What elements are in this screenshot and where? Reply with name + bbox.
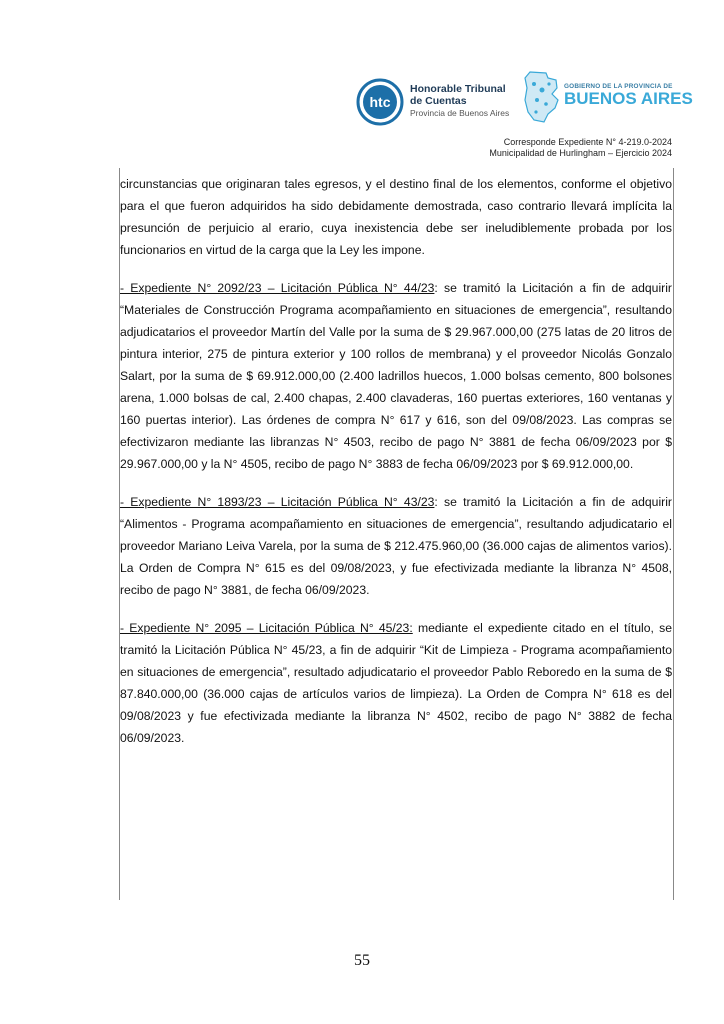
expediente-reference	[489, 137, 672, 159]
ba-logo-big: BUENOS AIRES	[564, 89, 693, 108]
htc-logo-text: htc	[369, 94, 391, 110]
buenos-aires-logo-text	[564, 83, 693, 107]
paragraph-intro: circunstancias que originaran tales egresos, y el destino final de los elementos, conforme el objetivo para el que fueron adquiridos ha sido debidamente demostrada, caso contrario llevará implícita la presunción de perjuicio al erario, cuya inexistencia debe ser ineludiblemente probada por los funcionarios en virtud de la carga que la Ley les impone.	[120, 177, 672, 257]
page-frame-right	[673, 168, 674, 900]
reference-line2: Municipalidad de Hurlingham – Ejercicio 2024	[489, 148, 672, 158]
htc-name-line3: Provincia de Buenos Aires	[410, 108, 510, 118]
ba-logo-small: GOBIERNO DE LA PROVINCIA DE	[564, 83, 673, 90]
page-header	[356, 68, 693, 128]
page-content	[120, 173, 672, 765]
htc-name-line2: de Cuentas	[410, 95, 467, 107]
expediente-2092-title: - Expediente N° 2092/23 – Licitación Pública N° 44/23	[120, 281, 435, 295]
reference-line1: Corresponde Expediente N° 4-219.0-2024	[503, 137, 672, 147]
page-number: 55	[354, 952, 370, 969]
expediente-2095-text: mediante el expediente citado en el título, se tramitó la Licitación Pública N° 45/23, a fin de adquirir “Kit de Limpieza - Programa acompañamiento en situaciones de emergencia”, resultado adjudicatario el proveedor Pablo Reboredo en la suma de $ 87.840.000,00 (36.000 cajas de artículos varios de limpieza). La Orden de Compra N° 618 es del 09/08/2023 y fue efectivizada mediante la libranza N° 4502, recibo de pago N° 3882 de fecha 06/09/2023.	[120, 621, 673, 745]
htc-name	[410, 83, 509, 119]
expediente-2092-text: : se tramitó la Licitación a fin de adquirir “Materiales de Construcción Programa acompañamiento en situaciones de emergencia”, resultando adjudicatarios el proveedor Martín del Valle por la suma de $ 29.967.000,00 (275 latas de 20 litros de pintura interior, 275 de pintura exterior y 100 rollos de membrana) y el proveedor Nicolás Gonzalo Salart, por la suma de $ 69.912.000,00 (2.400 ladrillos huecos, 1.000 bolsas cemento, 800 bolsones arena, 1.000 bolsas de cal, 2.400 chapas, 2.400 clavaderas, 160 puertas exteriores, 160 ventanas y 160 puertas interior). Las órdenes de compra N° 617 y 616, son del 09/08/2023. Las compras se efectivizaron mediante las libranzas N° 4503, recibo de pago N° 3881 de fecha 06/09/2023 por $ 29.967.000,00 y la N° 4505, recibo de pago N° 3883 de fecha 06/09/2023 por $ 69.912.000,00.	[120, 281, 672, 471]
paragraph-expediente-1893	[120, 491, 672, 601]
htc-logo-icon	[356, 78, 404, 126]
paragraph-expediente-2092	[120, 277, 672, 475]
expediente-1893-title: - Expediente N° 1893/23 – Licitación Pública N° 43/23	[120, 495, 435, 509]
expediente-1893-text: : se tramitó la Licitación a fin de adquirir “Alimentos - Programa acompañamiento en situaciones de emergencia”, resultando adjudicatario el proveedor Mariano Leiva Varela, por la suma de $ 212.475.960,00 (36.000 cajas de alimentos varios). La Orden de Compra N° 615 es del 09/08/2023, y fue efectivizada mediante la libranza N° 4508, recibo de pago N° 3881, de fecha 06/09/2023.	[120, 495, 672, 597]
paragraph-expediente-2095	[120, 617, 672, 749]
htc-name-line1: Honorable Tribunal	[410, 83, 506, 95]
expediente-2095-title: - Expediente N° 2095 – Licitación Pública N° 45/23:	[120, 621, 413, 635]
buenos-aires-map-icon	[522, 70, 560, 124]
